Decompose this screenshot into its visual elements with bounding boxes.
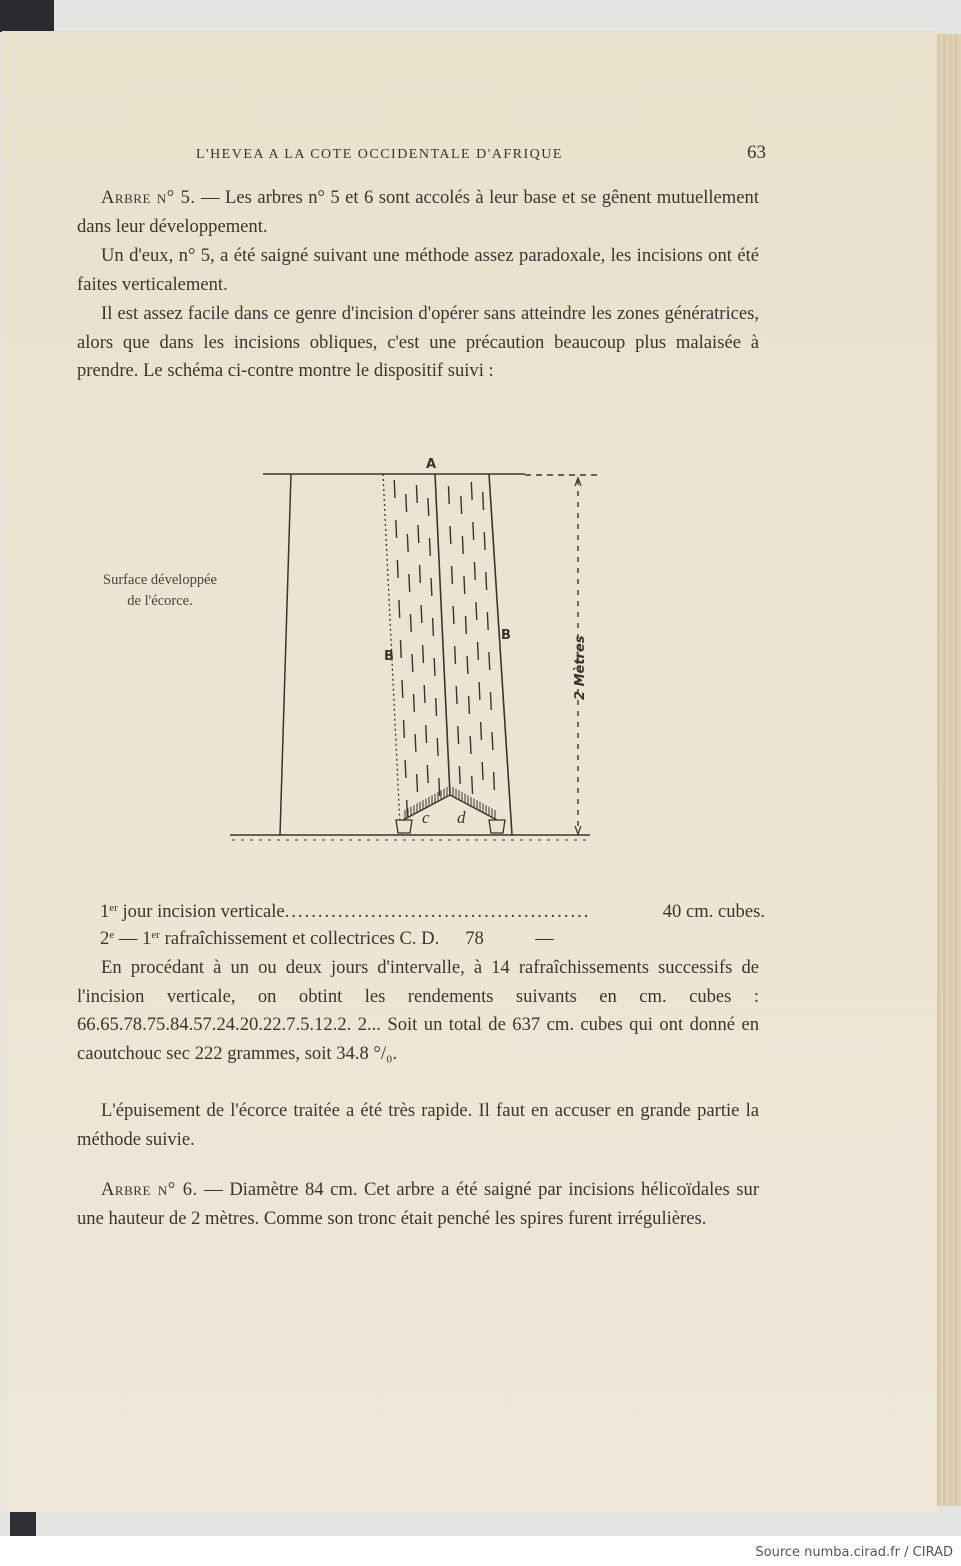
incision-dash [458, 726, 459, 744]
yield-value: 40 cm. cubes. [662, 901, 765, 922]
incision-dash [399, 600, 400, 618]
incision-dash [474, 562, 475, 580]
incision-dash [404, 720, 405, 738]
incision-dash [405, 760, 406, 778]
incision-dash [472, 776, 473, 794]
incision-dash [414, 694, 415, 712]
incision-dash [406, 494, 407, 512]
paragraph-arbre-5 [77, 184, 759, 241]
incision-dash [437, 738, 438, 756]
scanner-edge [0, 0, 54, 32]
label-d: d [457, 808, 466, 827]
incision-dash [483, 492, 484, 510]
incision-dash [402, 680, 403, 698]
left-surface-line [280, 474, 291, 835]
incision-dash [453, 606, 454, 624]
incision-dash [412, 654, 413, 672]
incision-dash [478, 642, 479, 660]
incision-dash [486, 572, 487, 590]
incision-dash [456, 686, 457, 704]
incision-dash [421, 605, 422, 623]
incision-dash [455, 646, 456, 664]
incision-dash [492, 732, 493, 750]
incision-dash [464, 576, 465, 594]
label-a: A [426, 457, 437, 472]
incision-dash [476, 602, 477, 620]
incision-dash [459, 766, 460, 784]
incision-dash [416, 485, 417, 503]
tapping-diagram [220, 440, 620, 860]
yield-day: 2e — 1er rafraîchissement et collectrices C. D. [100, 928, 440, 949]
incision-dash [433, 618, 434, 636]
incision-dash [415, 734, 416, 752]
paragraph-exhaustion: L'épuisement de l'écorce traitée a été très rapide. Il faut en accuser en grande partie la méthode suivie. [77, 1100, 759, 1150]
arrow-down-icon [575, 826, 581, 834]
incision-dash [434, 658, 435, 676]
incision-dash [470, 736, 471, 754]
yield-day: 1er jour incision verticale [100, 901, 285, 922]
incision-dash [462, 536, 463, 554]
right-line-b [489, 474, 512, 835]
incision-dash [407, 800, 408, 818]
paragraph-method: Un d'eux, n° 5, a été saigné suivant une méthode assez paradoxale, les incisions ont été faites verticalement. [77, 245, 759, 295]
incision-dash [397, 560, 398, 578]
incision-dash [427, 765, 428, 783]
dimension-label: 2 Mètres [573, 635, 588, 700]
paragraph-results: En procédant à un ou deux jours d'intervalle, à 14 rafraîchissements successifs de l'incision verticale, on obtint les rendements suivants en cm. cubes : 66.65.78.75.84.57.24.20.22.7.5.12.2. 2... Soit un total de 637 cm. cubes qui ont donné en caoutchouc sec 222 grammes, soit 34.8 °/₀. [77, 957, 759, 1064]
section-label: Arbre n° 6. [101, 1179, 198, 1200]
label-b-right: B [501, 628, 511, 643]
incision-dash [394, 480, 395, 498]
incision-dash [436, 698, 437, 716]
incision-dash [467, 656, 468, 674]
collector-cup-right-icon [489, 820, 505, 833]
incision-dash [429, 538, 430, 556]
running-title: L'HEVEA A LA COTE OCCIDENTALE D'AFRIQUE [196, 147, 563, 162]
incision-dash [439, 778, 440, 796]
incision-dash [423, 645, 424, 663]
yield-unit: — [535, 928, 554, 949]
incision-dash [452, 566, 453, 584]
incision-dash [489, 652, 490, 670]
incision-dash [448, 486, 449, 504]
running-header [196, 142, 766, 164]
yield-row-1 [100, 898, 765, 925]
incision-dash [461, 496, 462, 514]
label-b-left: B [384, 649, 394, 664]
incision-dash [471, 482, 472, 500]
incision-dash [428, 498, 429, 516]
incision-dash [407, 534, 408, 552]
vertical-incisions [394, 480, 494, 818]
leader-dots: .............................................. [284, 901, 591, 922]
incision-dash [418, 525, 419, 543]
incision-dash [466, 616, 467, 634]
incision-dash [487, 612, 488, 630]
incision-dash [450, 526, 451, 544]
yield-value: 78 [465, 928, 484, 949]
incision-dash [424, 685, 425, 703]
page-number: 63 [747, 142, 766, 163]
scanner-edge [10, 1512, 36, 1536]
collector-cup-left-icon [396, 820, 412, 833]
incision-dash [431, 578, 432, 596]
incision-dash [417, 774, 418, 792]
paragraph-arbre-6 [77, 1176, 759, 1233]
incision-dash [400, 640, 401, 658]
incision-dash [409, 574, 410, 592]
yield-row-2 [100, 925, 765, 952]
incision-dash [426, 725, 427, 743]
section-label: Arbre n° 5. [101, 187, 196, 208]
incision-dash [410, 614, 411, 632]
incision-dash [494, 772, 495, 790]
incision-dash [420, 565, 421, 583]
label-c: c [422, 808, 430, 827]
incision-dash [473, 522, 474, 540]
paragraph-text: — Diamètre 84 cm. Cet arbre a été saigné par incisions hélicoïdales sur une hauteur de 2 mètres. Comme son tronc était penché les spires furent irrégulières. [77, 1179, 760, 1229]
source-credit: Source numba.cirad.fr / CIRAD [755, 1545, 953, 1560]
incision-dash [484, 532, 485, 550]
incision-dash [482, 762, 483, 780]
incision-dash [481, 722, 482, 740]
incision-dash [490, 692, 491, 710]
figure-caption: Surface développée de l'écorce. [103, 572, 217, 609]
incision-dash [396, 520, 397, 538]
paragraph-text: — Les arbres n° 5 et 6 sont accolés à leur base et se gênent mutuellement dans leur développement. [77, 187, 759, 237]
incision-dash [469, 696, 470, 714]
paragraph-incisions: Il est assez facile dans ce genre d'incision d'opérer sans atteindre les zones génératrices, alors que dans les incisions obliques, c'est une précaution beaucoup plus malaisée à prendre. Le schéma ci-contre montre le dispositif suivi : [77, 303, 759, 381]
incision-dash [479, 682, 480, 700]
